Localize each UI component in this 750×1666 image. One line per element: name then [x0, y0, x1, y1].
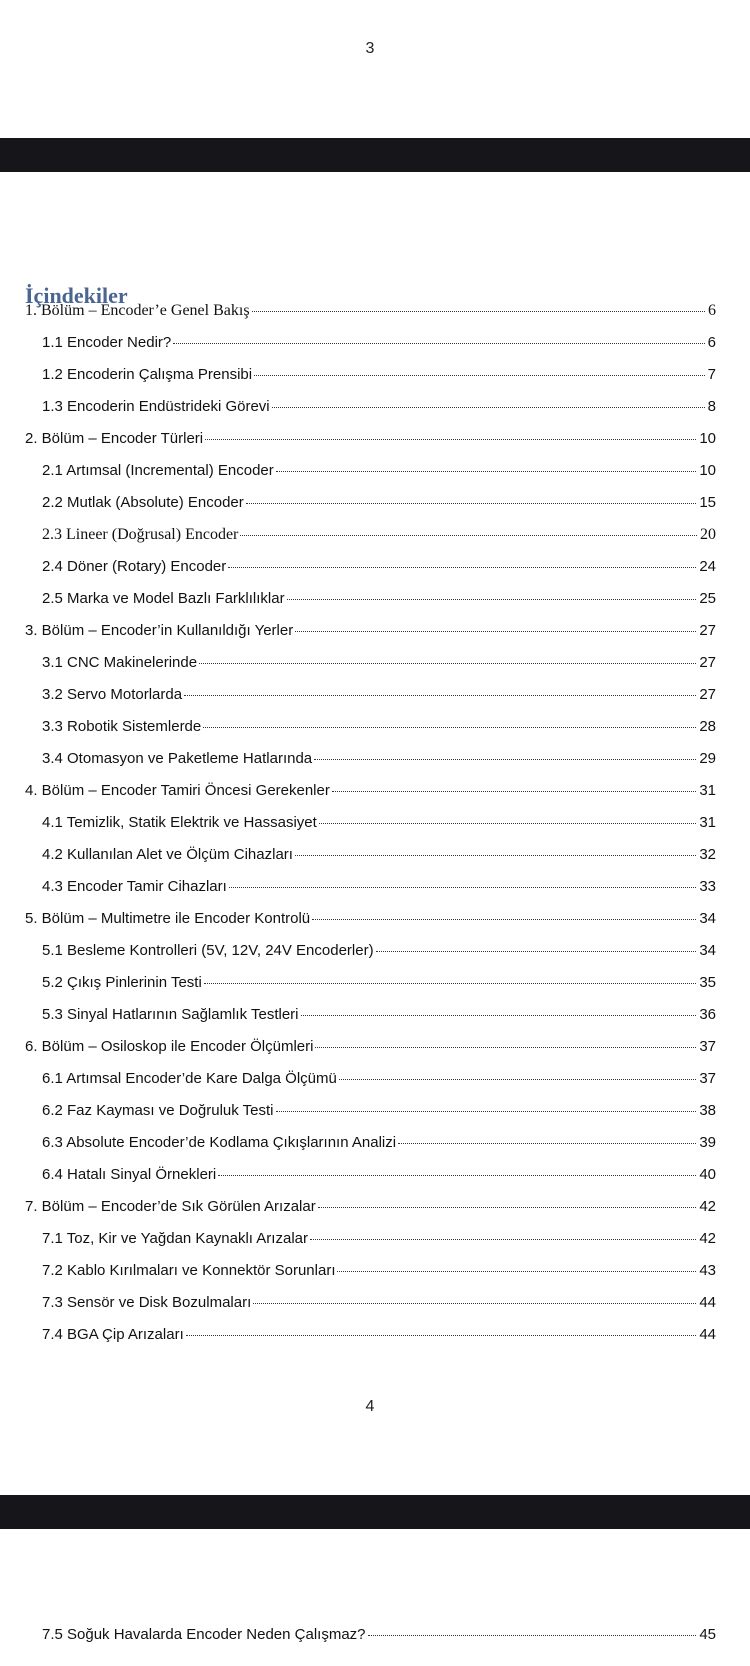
toc-entry-label: 6.4 Hatalı Sinyal Örnekleri: [42, 1166, 217, 1183]
toc-leader-dots: [318, 1207, 697, 1208]
toc-entry-page: 44: [699, 1294, 716, 1311]
toc-section-entry[interactable]: [42, 845, 716, 865]
toc-entry-label: 6.3 Absolute Encoder’de Kodlama Çıkışlarının Analizi: [42, 1134, 397, 1151]
toc-chapter-entry[interactable]: [25, 301, 716, 321]
toc-leader-dots: [276, 1111, 697, 1112]
toc-entry-page: 44: [699, 1326, 716, 1343]
toc-entry-page: 32: [699, 846, 716, 863]
toc-entry-page: 42: [699, 1230, 716, 1247]
toc-entry-page: 27: [699, 686, 716, 703]
toc-leader-dots: [204, 983, 697, 984]
toc-leader-dots: [301, 1015, 697, 1016]
toc-section-entry[interactable]: [42, 1133, 716, 1153]
toc-leader-dots: [314, 759, 696, 760]
toc-entry-label: 3.3 Robotik Sistemlerde: [42, 718, 202, 735]
toc-entry-page: 24: [699, 558, 716, 575]
toc-chapter-entry[interactable]: [25, 1037, 716, 1057]
toc-leader-dots: [184, 695, 696, 696]
toc-leader-dots: [246, 503, 697, 504]
toc-section-entry[interactable]: [42, 877, 716, 897]
toc-entry-page: 36: [699, 1006, 716, 1023]
toc-entry-label: 7.4 BGA Çip Arızaları: [42, 1326, 184, 1343]
toc-leader-dots: [312, 919, 696, 920]
toc-leader-dots: [272, 407, 705, 408]
toc-chapter-entry[interactable]: [25, 621, 716, 641]
toc-leader-dots: [295, 631, 696, 632]
toc-entry-page: 25: [699, 590, 716, 607]
toc-leader-dots: [240, 535, 697, 536]
toc-entry-page: 27: [699, 654, 716, 671]
toc-entry-label: 2.2 Mutlak (Absolute) Encoder: [42, 494, 244, 511]
toc-entry-page: 8: [707, 398, 716, 415]
toc-section-entry[interactable]: [42, 749, 716, 769]
toc-entry-label: 2.3 Lineer (Doğrusal) Encoder: [42, 526, 239, 543]
toc-leader-dots: [276, 471, 697, 472]
toc-title: İçindekiler: [25, 283, 128, 308]
toc-entry-page: 43: [699, 1262, 716, 1279]
toc-entry-label: 4.2 Kullanılan Alet ve Ölçüm Cihazları: [42, 846, 293, 863]
toc-entry-page: 10: [699, 430, 716, 447]
toc-entry-label: 2.1 Artımsal (Incremental) Encoder: [42, 462, 274, 479]
toc-leader-dots: [173, 343, 704, 344]
toc-leader-dots: [319, 823, 697, 824]
toc-entry-label: 4.1 Temizlik, Statik Elektrik ve Hassasiyet: [42, 814, 317, 831]
toc-section-entry[interactable]: [42, 1625, 716, 1645]
toc-entry-label: 5.2 Çıkış Pinlerinin Testi: [42, 974, 202, 991]
toc-leader-dots: [332, 791, 696, 792]
page-separator-band: [0, 138, 750, 172]
toc-entry-page: 42: [699, 1198, 716, 1215]
toc-leader-dots: [253, 1303, 696, 1304]
toc-leader-dots: [376, 951, 697, 952]
toc-entry-page: 6: [707, 334, 716, 351]
toc-entry-page: 15: [699, 494, 716, 511]
toc-entry-label: 2. Bölüm – Encoder Türleri: [25, 430, 204, 447]
toc-entry-label: 6.2 Faz Kayması ve Doğruluk Testi: [42, 1102, 274, 1119]
toc-entry-label: 5.3 Sinyal Hatlarının Sağlamlık Testleri: [42, 1006, 299, 1023]
toc-entry-label: 2.5 Marka ve Model Bazlı Farklılıklar: [42, 590, 285, 607]
toc-section-entry[interactable]: [42, 557, 716, 577]
toc-section-entry[interactable]: [42, 493, 716, 513]
toc-entry-page: 33: [699, 878, 716, 895]
toc-leader-dots: [315, 1047, 696, 1048]
toc-section-entry[interactable]: [42, 717, 716, 737]
toc-leader-dots: [228, 567, 696, 568]
toc-chapter-entry[interactable]: [25, 781, 716, 801]
toc-leader-dots: [295, 855, 696, 856]
toc-leader-dots: [254, 375, 705, 376]
toc-section-entry[interactable]: [42, 1325, 716, 1345]
toc-entry-page: 38: [699, 1102, 716, 1119]
toc-section-entry[interactable]: [42, 589, 716, 609]
toc-entry-label: 7.1 Toz, Kir ve Yağdan Kaynaklı Arızalar: [42, 1230, 308, 1247]
toc-entry-page: 37: [699, 1038, 716, 1055]
page-separator-band: [0, 1495, 750, 1529]
toc-entry-label: 1.1 Encoder Nedir?: [42, 334, 172, 351]
page-number-top: 3: [365, 40, 375, 57]
toc-leader-dots: [229, 887, 697, 888]
toc-leader-dots: [398, 1143, 696, 1144]
toc-entry-label: 5. Bölüm – Multimetre ile Encoder Kontrolü: [25, 910, 311, 927]
toc-entry-label: 3.4 Otomasyon ve Paketleme Hatlarında: [42, 750, 313, 767]
toc-leader-dots: [199, 663, 696, 664]
toc-entry-page: 20: [700, 526, 716, 543]
toc-entry-label: 2.4 Döner (Rotary) Encoder: [42, 558, 227, 575]
toc-section-entry[interactable]: [42, 365, 716, 385]
toc-entry-label: 6. Bölüm – Osiloskop ile Encoder Ölçümleri: [25, 1038, 314, 1055]
toc-entry-label: 3.1 CNC Makinelerinde: [42, 654, 198, 671]
toc-entry-label: 1.2 Encoderin Çalışma Prensibi: [42, 366, 253, 383]
toc-chapter-entry[interactable]: [25, 1197, 716, 1217]
toc-chapter-entry[interactable]: [25, 909, 716, 929]
toc-chapter-entry[interactable]: [25, 429, 716, 449]
toc-entry-label: 7.5 Soğuk Havalarda Encoder Neden Çalışmaz?: [42, 1626, 366, 1643]
toc-entry-page: 39: [699, 1134, 716, 1151]
toc-leader-dots: [186, 1335, 697, 1336]
toc-entry-page: 27: [699, 622, 716, 639]
toc-leader-dots: [287, 599, 697, 600]
toc-section-entry[interactable]: [42, 653, 716, 673]
toc-entry-page: 31: [699, 782, 716, 799]
toc-entry-label: 5.1 Besleme Kontrolleri (5V, 12V, 24V Encoderler): [42, 942, 374, 959]
toc-entry-page: 29: [699, 750, 716, 767]
toc-leader-dots: [203, 727, 696, 728]
toc-entry-page: 37: [699, 1070, 716, 1087]
toc-entry-page: 10: [699, 462, 716, 479]
toc-leader-dots: [218, 1175, 696, 1176]
toc-entry-page: 7: [707, 366, 716, 383]
toc-entry-page: 34: [699, 942, 716, 959]
toc-leader-dots: [205, 439, 696, 440]
toc-section-entry[interactable]: [42, 685, 716, 705]
toc-section-entry[interactable]: [42, 1005, 716, 1025]
toc-entry-label: 4. Bölüm – Encoder Tamiri Öncesi Gerekenler: [25, 782, 330, 799]
toc-leader-dots: [310, 1239, 696, 1240]
toc-entry-label: 7.2 Kablo Kırılmaları ve Konnektör Sorunları: [42, 1262, 336, 1279]
toc-section-entry[interactable]: [42, 333, 716, 353]
toc-entry-page: 35: [699, 974, 716, 991]
toc-section-entry[interactable]: [42, 1101, 716, 1121]
toc-section-entry[interactable]: [42, 1261, 716, 1281]
toc-entry-label: 6.1 Artımsal Encoder’de Kare Dalga Ölçümü: [42, 1070, 337, 1087]
toc-section-entry[interactable]: [42, 813, 716, 833]
toc-entry-label: 4.3 Encoder Tamir Cihazları: [42, 878, 227, 895]
toc-entry-page: 31: [699, 814, 716, 831]
toc-leader-dots: [337, 1271, 696, 1272]
toc-section-entry[interactable]: [42, 461, 716, 481]
toc-section-entry[interactable]: [42, 941, 716, 961]
toc-entry-page: 6: [708, 302, 716, 319]
toc-entry-label: 3.2 Servo Motorlarda: [42, 686, 183, 703]
toc-section-entry[interactable]: [42, 1293, 716, 1313]
toc-entry-label: 3. Bölüm – Encoder’in Kullanıldığı Yerler: [25, 622, 294, 639]
toc-entry-label: 7. Bölüm – Encoder’de Sık Görülen Arızalar: [25, 1198, 316, 1215]
toc-entry-label: 1.3 Encoderin Endüstrideki Görevi: [42, 398, 270, 415]
toc-entry-page: 40: [699, 1166, 716, 1183]
page-number-middle: 4: [365, 1398, 375, 1415]
toc-section-entry[interactable]: [42, 1229, 716, 1249]
toc-entry-label: 1. Bölüm – Encoder’e Genel Bakış: [25, 302, 250, 319]
toc-section-entry[interactable]: [42, 1069, 716, 1089]
toc-entry-page: 28: [699, 718, 716, 735]
toc-entry-page: 34: [699, 910, 716, 927]
toc-section-entry[interactable]: [42, 397, 716, 417]
toc-section-entry[interactable]: [42, 1165, 716, 1185]
toc-leader-dots: [339, 1079, 696, 1080]
toc-entry-label: 7.3 Sensör ve Disk Bozulmaları: [42, 1294, 252, 1311]
toc-leader-dots: [252, 311, 705, 312]
toc-section-entry[interactable]: [42, 525, 716, 545]
toc-section-entry[interactable]: [42, 973, 716, 993]
toc-entry-page: 45: [699, 1626, 716, 1643]
toc-leader-dots: [368, 1635, 697, 1636]
